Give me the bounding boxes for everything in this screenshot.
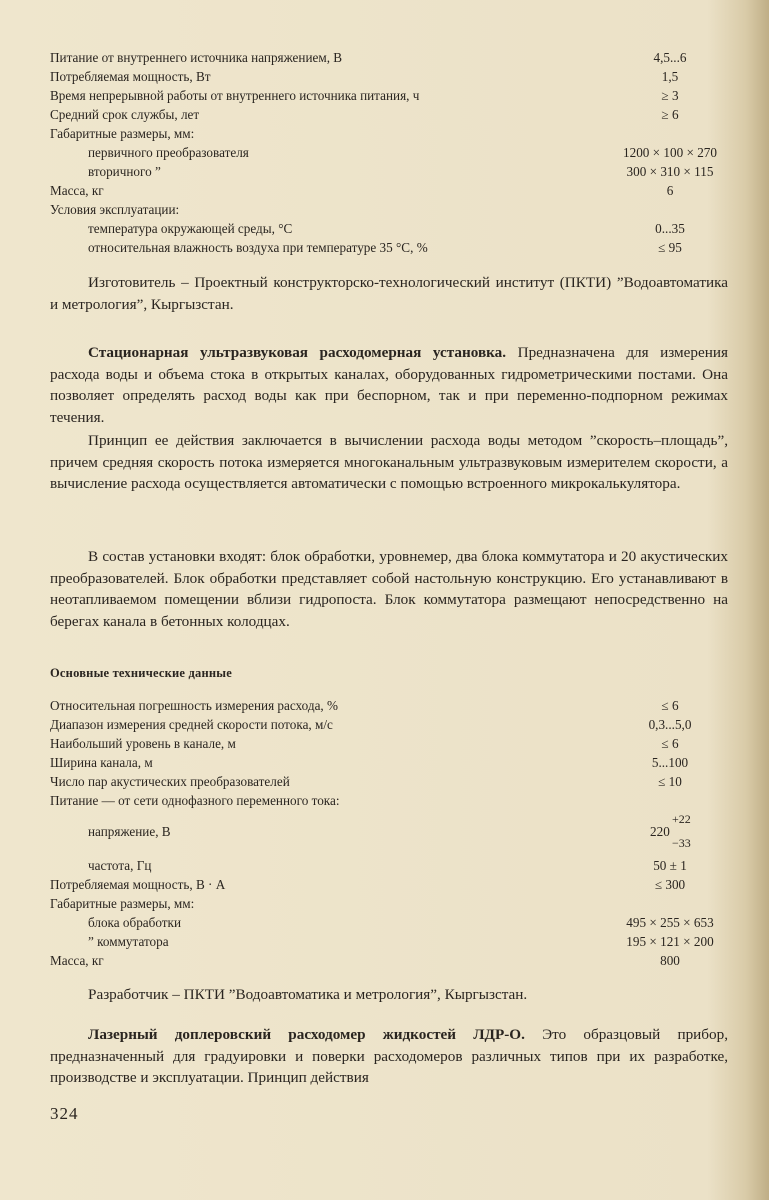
voltage-tolerance-minus: −33 (672, 836, 691, 850)
section-intro-text: Предназначена для измерения расхода воды и объема стока в открытых каналах, оборудованных гидрометрическими постами. Она позволяет определять расход воды как при беспорном, так и при переменно-подпорном режимах течения. (50, 344, 728, 426)
spec-label: первичного преобразователя (88, 145, 249, 160)
page-number: 324 (50, 1104, 79, 1123)
next-section-text: Это образцовый прибор, предназначенный для градуировки и поверки расходомеров различных типов при их разработке, производстве и эксплуатации. Принцип действия (50, 1026, 729, 1086)
spec-label: Время непрерывной работы от внутреннего источника питания, ч (50, 88, 420, 103)
spec-list-2a (50, 696, 720, 810)
spec-row (50, 162, 720, 181)
spec-value: 495 × 255 × 653 (626, 915, 714, 930)
developer-note: Разработчик – ПКТИ ”Водоавтоматика и метрология”, Кыргызстан. (88, 986, 528, 1003)
spec-row (50, 894, 720, 913)
spec-list-1 (50, 48, 720, 257)
spec-value: ≥ 6 (661, 107, 679, 122)
voltage-tolerance-plus: +22 (672, 812, 691, 826)
section-title: Стационарная ультразвуковая расходомерная установка. (88, 344, 507, 361)
voltage-row-container (50, 810, 720, 854)
spec-value: ≤ 10 (658, 774, 682, 789)
manufacturer-note: Изготовитель – Проектный конструкторско-технологический институт (ПКТИ) ”Водоавтоматика и метрология”, Кыргызстан. (50, 274, 728, 313)
spec-label: частота, Гц (88, 858, 152, 873)
next-section-title: Лазерный доплеровский расходомер жидкостей ЛДР-О. (88, 1026, 525, 1043)
spec-row (50, 86, 720, 105)
spec-label: вторичного ” (88, 164, 161, 179)
spec-row (50, 932, 720, 951)
section-composition-paragraph: В состав установки входят: блок обработки, уровнемер, два блока коммутатора и 20 акустических преобразователей. Блок обработки представляет собой настольную конструкцию. Его устанавливают в неотапливаемом помещении вблизи гидропоста. Блок коммутатора размещают непосредственно на берегах канала в бетонных колодцах. (50, 548, 728, 630)
spec-label: Питание — от сети однофазного переменного тока: (50, 793, 340, 808)
spec-value: ≤ 95 (658, 240, 682, 255)
spec-value: 6 (666, 183, 674, 198)
spec-value: 0,3...5,0 (648, 717, 692, 732)
spec-list-2b (50, 856, 720, 970)
spec-value: 0...35 (655, 221, 685, 236)
spec-value: 800 (660, 953, 680, 968)
spec-row-voltage (50, 810, 720, 854)
spec-label: Габаритные размеры, мм: (50, 126, 195, 141)
spec-label: Масса, кг (50, 183, 104, 198)
spec-row (50, 200, 720, 219)
spec-label: ” коммутатора (88, 934, 169, 949)
voltage-value (610, 810, 730, 854)
voltage-base: 220 (650, 824, 670, 839)
spec-label: Число пар акустических преобразователей (50, 774, 290, 789)
spec-row (50, 105, 720, 124)
spec-label: Масса, кг (50, 953, 104, 968)
spec-row (50, 124, 720, 143)
spec-value: 50 ± 1 (653, 858, 687, 873)
spec-label: Условия эксплуатации: (50, 202, 180, 217)
spec-row (50, 856, 720, 875)
spec-label: Относительная погрешность измерения расхода, % (50, 698, 339, 713)
spec-label: Питание от внутреннего источника напряжением, В (50, 50, 343, 65)
spec-row (50, 48, 720, 67)
section-intro-paragraph (50, 342, 728, 428)
spec-row (50, 772, 720, 791)
spec-value: ≤ 6 (661, 698, 679, 713)
spec-row (50, 238, 720, 257)
spec-row (50, 219, 720, 238)
spec-label: Габаритные размеры, мм: (50, 896, 195, 911)
spec-label: блока обработки (88, 915, 182, 930)
spec-row (50, 696, 720, 715)
spec-row (50, 67, 720, 86)
spec-row (50, 791, 720, 810)
spec-value: 300 × 310 × 115 (626, 164, 714, 179)
spec-label: Потребляемая мощность, В · А (50, 877, 226, 892)
spec-value: 1,5 (661, 69, 679, 84)
spec-value: ≥ 3 (661, 88, 679, 103)
spec-value: ≤ 300 (654, 877, 686, 892)
spec-label: Диапазон измерения средней скорости потока, м/с (50, 717, 333, 732)
spec-row (50, 734, 720, 753)
spec-row (50, 143, 720, 162)
spec-label: Потребляемая мощность, Вт (50, 69, 211, 84)
spec-value: 4,5...6 (653, 50, 687, 65)
next-section-paragraph (50, 1024, 728, 1089)
spec-row (50, 875, 720, 894)
spec-row (50, 181, 720, 200)
spec-label: Средний срок службы, лет (50, 107, 200, 122)
spec-value: 195 × 121 × 200 (626, 934, 714, 949)
spec-label: напряжение, В (88, 824, 171, 839)
spec-label: температура окружающей среды, °С (88, 221, 293, 236)
spec-value: ≤ 6 (661, 736, 679, 751)
section-principle-paragraph: Принцип ее действия заключается в вычислении расхода воды методом ”скорость–площадь”, причем средняя скорость потока измеряется многоканальным ультразвуковым измерителем скорости, а вычисление расхода осуществляется автоматически с помощью встроенного микрокалькулятора. (50, 432, 728, 492)
spec-row (50, 753, 720, 772)
spec-row (50, 951, 720, 970)
spec-label: относительная влажность воздуха при температуре 35 °С, % (88, 240, 428, 255)
spec-row (50, 913, 720, 932)
spec-label: Наибольший уровень в канале, м (50, 736, 236, 751)
spec-row (50, 715, 720, 734)
spec-value: 5...100 (651, 755, 689, 770)
spec-value: 1200 × 100 × 270 (623, 145, 717, 160)
spec-heading: Основные технические данные (50, 666, 232, 680)
spec-label: Ширина канала, м (50, 755, 153, 770)
